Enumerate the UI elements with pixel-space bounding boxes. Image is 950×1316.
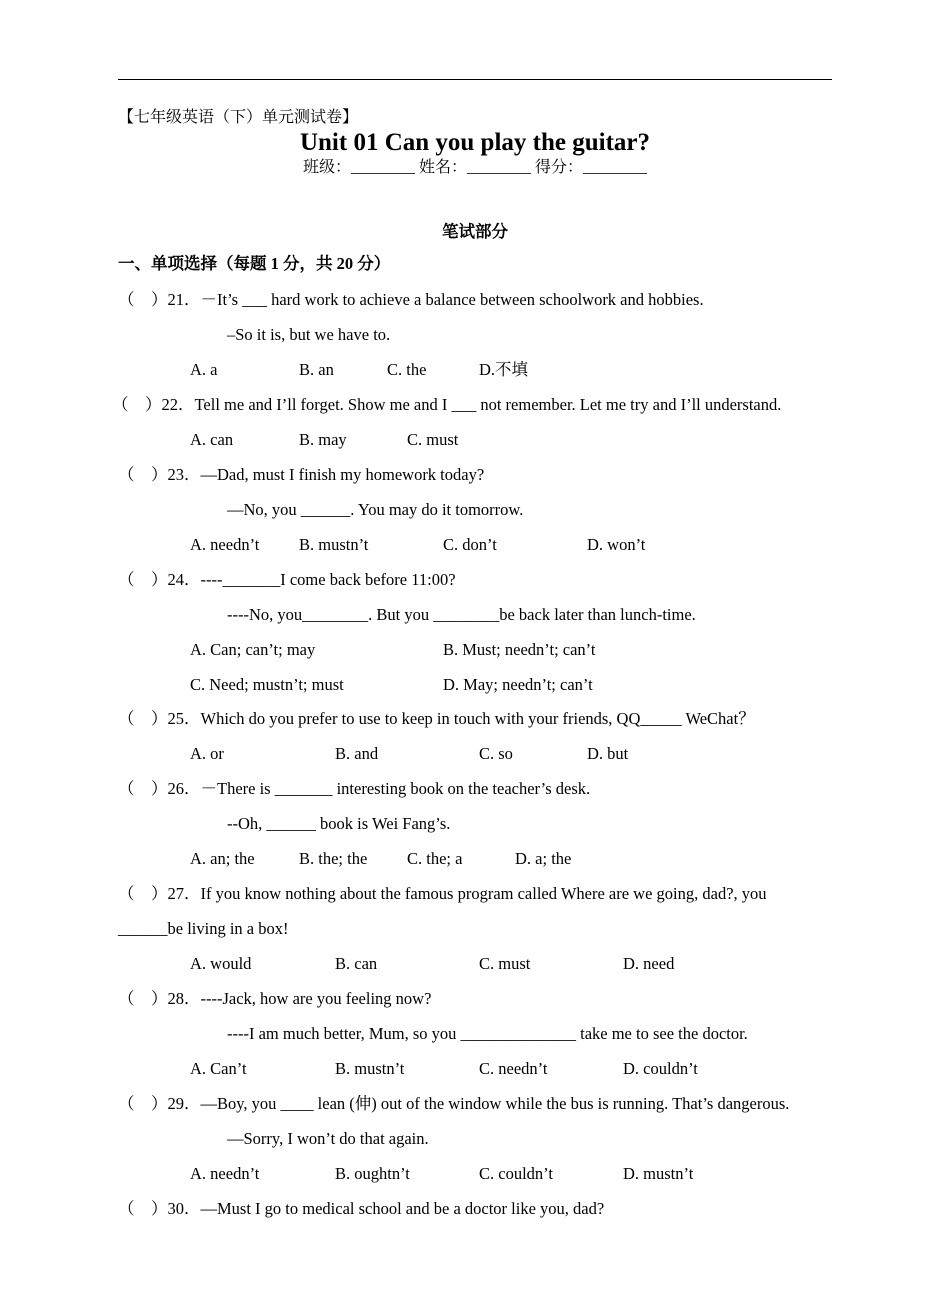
question-24-option-b: B. Must; needn’t; can’t [443, 640, 596, 659]
question-26-option-a: A. an; the [190, 849, 255, 868]
question-28-option-d: D. couldn’t [623, 1059, 698, 1078]
question-24-cont: ----No, you________. But you ________be back later than lunch-time. [227, 605, 696, 624]
question-29-stem: （ ）29．—Boy, you ____ lean (伸) out of the window while the bus is running. That’s dangerous. [118, 1094, 790, 1113]
question-23-cont: —No, you ______. You may do it tomorrow. [227, 500, 524, 519]
question-29-option-d: D. mustn’t [623, 1164, 694, 1183]
question-27-stem: （ ）27．If you know nothing about the famous program called Where are we going, dad?, you [118, 884, 767, 903]
question-21-option-c: C. the [387, 360, 427, 379]
question-26-option-d: D. a; the [515, 849, 572, 868]
question-26-option-c: C. the; a [407, 849, 463, 868]
question-23-option-b: B. mustn’t [299, 535, 369, 554]
question-28-option-b: B. mustn’t [335, 1059, 405, 1078]
part-heading: 一、单项选择（每题 1 分，共 20 分） [118, 254, 391, 273]
question-21-option-d: D.不填 [479, 360, 529, 379]
question-21-stem: （ ）21．－It’s ___ hard work to achieve a balance between schoolwork and hobbies. [118, 290, 704, 309]
question-23-stem: （ ）23．—Dad, must I finish my homework today? [118, 465, 485, 484]
question-27-option-c: C. must [479, 954, 531, 973]
question-26-stem: （ ）26．－There is _______ interesting book on the teacher’s desk. [118, 779, 591, 798]
question-24-option-d: D. May; needn’t; can’t [443, 675, 593, 694]
question-21-option-b: B. an [299, 360, 334, 379]
question-22-option-b: B. may [299, 430, 347, 449]
question-25-option-a: A. or [190, 744, 224, 763]
question-28-option-a: A. Can’t [190, 1059, 247, 1078]
question-26-option-b: B. the; the [299, 849, 368, 868]
question-30-stem: （ ）30．—Must I go to medical school and be a doctor like you, dad? [118, 1199, 605, 1218]
question-27-cont: ______be living in a box! [118, 919, 289, 938]
question-23-option-a: A. needn’t [190, 535, 260, 554]
question-25-option-b: B. and [335, 744, 379, 763]
question-28-option-c: C. needn’t [479, 1059, 548, 1078]
question-29-cont: —Sorry, I won’t do that again. [227, 1129, 429, 1148]
question-22-option-a: A. can [190, 430, 234, 449]
question-27-option-a: A. would [190, 954, 252, 973]
section-title: 笔试部分 [442, 222, 508, 241]
page-title: Unit 01 Can you play the guitar? [299, 129, 651, 156]
question-28-cont: ----I am much better, Mum, so you ______________ take me to see the doctor. [227, 1024, 748, 1043]
question-21-option-a: A. a [190, 360, 218, 379]
question-27-option-d: D. need [623, 954, 675, 973]
question-24-option-a: A. Can; can’t; may [190, 640, 316, 659]
student-info-line: 班级：________ 姓名：________ 得分：________ [302, 159, 647, 176]
question-25-option-c: C. so [479, 744, 513, 763]
question-23-option-c: C. don’t [443, 535, 497, 554]
question-29-option-a: A. needn’t [190, 1164, 260, 1183]
question-22-stem: （ ）22．Tell me and I’ll forget. Show me and I ___ not remember. Let me try and I’ll understand. [112, 395, 782, 414]
top-rule [118, 79, 832, 80]
question-29-option-b: B. oughtn’t [335, 1164, 410, 1183]
question-25-option-d: D. but [587, 744, 629, 763]
question-26-cont: --Oh, ______ book is Wei Fang’s. [227, 814, 451, 833]
question-25-stem: （ ）25．Which do you prefer to use to keep in touch with your friends, QQ_____ WeChat？ [118, 709, 755, 728]
question-28-stem: （ ）28．----Jack, how are you feeling now? [118, 989, 432, 1008]
question-21-cont: –So it is, but we have to. [227, 325, 391, 344]
question-29-option-c: C. couldn’t [479, 1164, 553, 1183]
question-22-option-c: C. must [407, 430, 459, 449]
question-24-stem: （ ）24．----_______I come back before 11:00? [118, 570, 456, 589]
question-24-option-c: C. Need; mustn’t; must [190, 675, 344, 694]
question-23-option-d: D. won’t [587, 535, 646, 554]
question-27-option-b: B. can [335, 954, 378, 973]
exam-subtitle: 【七年级英语（下）单元测试卷】 [118, 109, 359, 126]
